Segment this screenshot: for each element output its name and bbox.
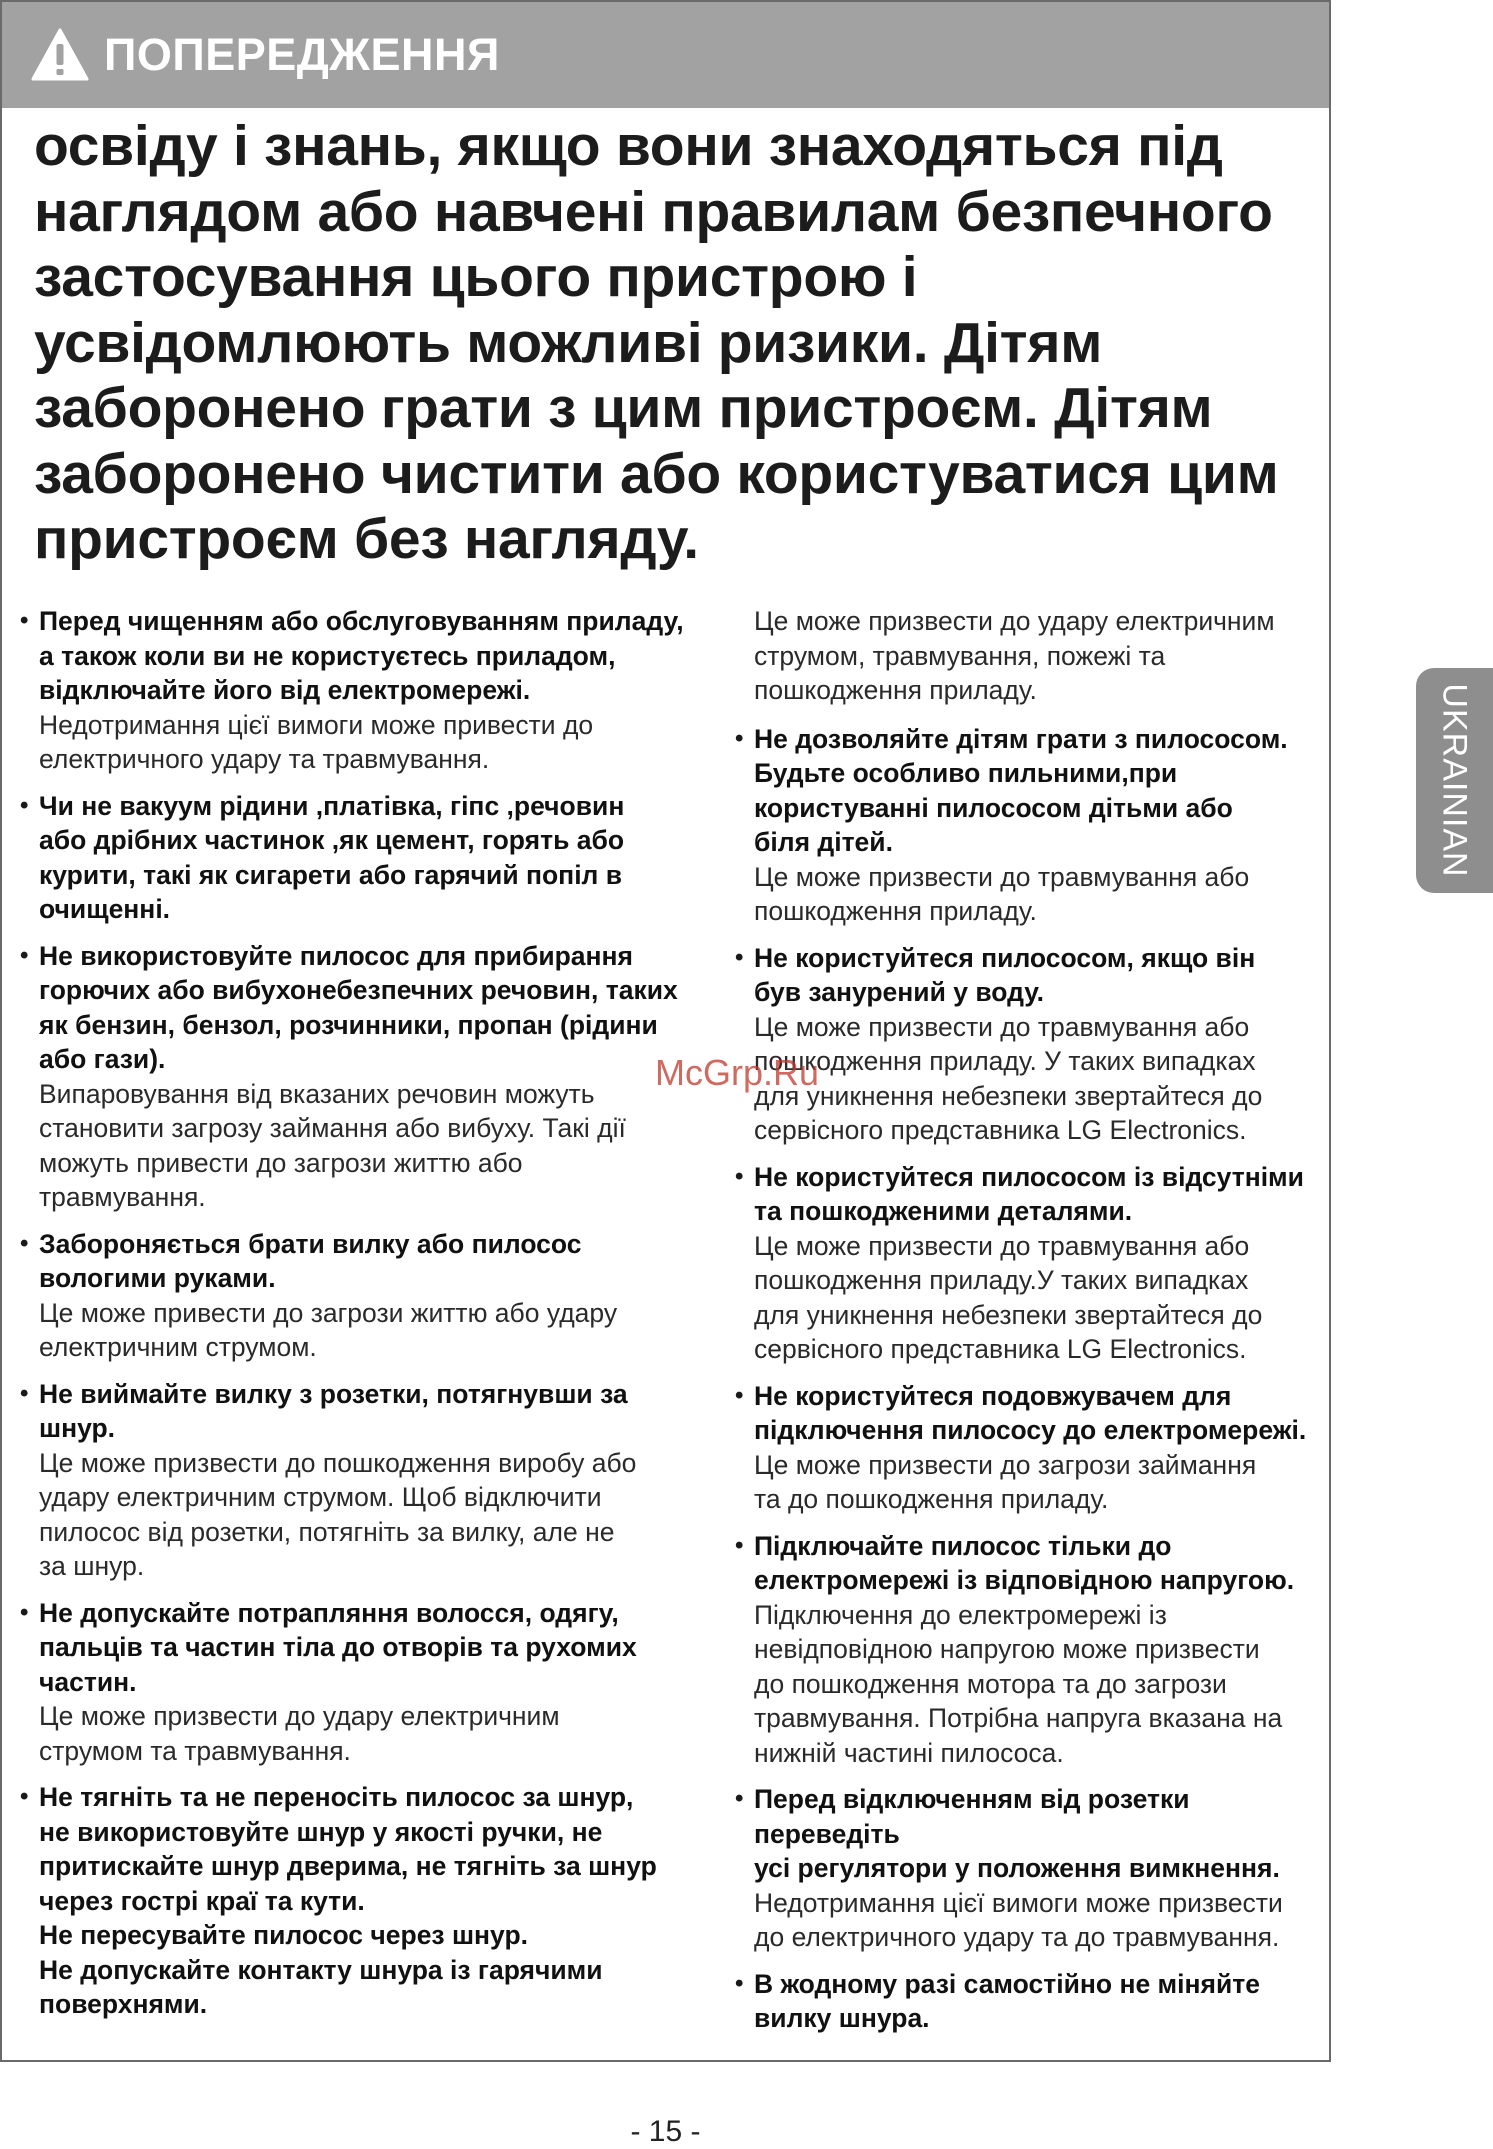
warning-heading-line: відключайте його від електромережі. — [39, 675, 531, 705]
warning-heading-line: В жодному разі самостійно не міняйте — [754, 1968, 1260, 1999]
warning-item — [735, 1782, 1325, 1955]
intro-line: застосування цього пристрою і — [34, 245, 918, 309]
warning-heading-line: поверхнями. — [39, 1989, 208, 2019]
language-tab — [1416, 668, 1493, 893]
warning-heading-line: вилку шнура. — [754, 2003, 930, 2033]
warning-item — [20, 1596, 720, 1769]
warning-detail-line: Випаровування від вказаних речовин можуть — [39, 1078, 595, 1109]
warning-detail-line: електричним струмом. — [39, 1332, 317, 1362]
warning-item — [20, 789, 720, 927]
bullet: • — [20, 1598, 29, 1626]
bullet: • — [735, 724, 744, 752]
warning-heading-line: Перед відключенням від розетки переведіть — [754, 1784, 1190, 1849]
warning-heading-line: був занурений у воду. — [754, 977, 1045, 1007]
warning-detail-line: можуть привести до загрози життю або — [39, 1147, 523, 1178]
warning-item — [20, 939, 720, 1215]
bullet: • — [735, 1162, 744, 1190]
warning-item — [735, 1967, 1325, 2036]
bullet: • — [735, 1969, 744, 1997]
intro-paragraph — [34, 114, 1324, 573]
warning-detail-line: травмування. Потрібна напруга вказана на — [754, 1703, 1283, 1733]
warning-heading-line: а також коли ви не користуєтесь приладом, — [39, 640, 616, 671]
warning-heading-line: Не тягніть та не переносіть пилосос за шнур, — [39, 1782, 634, 1812]
bullet: • — [20, 791, 29, 819]
warning-heading-line: притискайте шнур дверима, не тягніть за шнур — [39, 1851, 657, 1881]
warning-detail-line: струмом та травмування. — [39, 1735, 351, 1766]
bullet: • — [20, 1229, 29, 1257]
warning-detail-line: удару електричним струмом. Щоб відключити — [39, 1482, 602, 1512]
continued-line: струмом, травмування, пожежі та — [754, 640, 1166, 671]
watermark: McGrp.Ru — [655, 1052, 820, 1093]
warning-heading-line: через гострі краї та кути. — [39, 1885, 365, 1916]
warning-detail-line: до електричного удару та до травмування. — [754, 1922, 1280, 1952]
banner-title: ПОПЕРЕДЖЕННЯ — [104, 29, 500, 80]
warning-detail-line: до пошкодження мотора та до загрози — [754, 1668, 1227, 1699]
intro-line: усвідомлюють можливі ризики. Дітям — [34, 310, 1103, 375]
bullet: • — [735, 1531, 744, 1559]
warning-detail-line: травмування. — [39, 1182, 206, 1212]
warning-detail-line: Недотримання цієї вимоги може привести до — [39, 709, 594, 740]
warning-detail-line: за шнур. — [39, 1551, 145, 1581]
warning-item — [20, 1227, 720, 1365]
warning-heading-line: Не користуйтеся подовжувачем для — [754, 1380, 1232, 1411]
bullet: • — [735, 1785, 744, 1812]
warning-detail-line: пошкодження приладу.У таких випадках — [754, 1265, 1249, 1295]
continued-line: Це може призвести до удару електричним — [754, 606, 1275, 636]
bullet: • — [20, 607, 29, 634]
warning-heading-line: Будьте особливо пильними,при — [754, 758, 1178, 788]
warning-heading-line: електромережі із відповідною напругою. — [754, 1565, 1295, 1595]
warning-heading-line: усі регулятори у положення вимкнення. — [754, 1853, 1280, 1883]
warning-heading-line: або гази). — [39, 1044, 166, 1074]
warning-heading-line: шнур. — [39, 1413, 116, 1443]
warning-item — [20, 1780, 720, 2022]
warning-triangle-icon — [30, 27, 90, 83]
warning-detail-line: становити загрозу займання або вибуху. Такі дії — [39, 1113, 626, 1143]
warning-detail-line: сервісного представника LG Electronics. — [754, 1115, 1247, 1145]
warning-detail-line: Це може призвести до пошкодження виробу або — [39, 1447, 637, 1478]
warning-heading-line: підключення пилососу до електромережі. — [754, 1415, 1307, 1445]
bullet: • — [20, 1783, 29, 1810]
warning-heading-line: Перед чищенням або обслуговуванням приладу, — [39, 606, 684, 636]
warning-item — [735, 941, 1325, 1148]
warning-heading-line: Не користуйтеся пилососом, якщо він — [754, 942, 1256, 973]
intro-line: освіду і знань, якщо вони знаходяться під — [34, 114, 1223, 178]
warning-heading-line: біля дітей. — [754, 827, 893, 857]
intro-line: наглядом або навчені правилам безпечного — [34, 179, 1273, 244]
bullet: • — [20, 1379, 29, 1407]
warning-detail-line: для уникнення небезпеки звертайтеся до — [754, 1299, 1263, 1330]
warning-detail-line: Недотримання цієї вимоги може призвести — [754, 1887, 1283, 1918]
bullet: • — [20, 941, 29, 969]
warning-heading-line: вологими руками. — [39, 1263, 276, 1293]
left-column — [20, 604, 720, 2034]
warning-detail-line: сервісного представника LG Electronics. — [754, 1334, 1247, 1364]
warning-banner — [2, 2, 1329, 108]
warning-heading-line: частин. — [39, 1666, 137, 1697]
warning-detail-line: Це може привести до загрози життю або удару — [39, 1297, 618, 1328]
warning-heading-line: пальців та частин тіла до отворів та рухомих — [39, 1632, 637, 1662]
warning-detail-line: для уникнення небезпеки звертайтеся до — [754, 1080, 1263, 1111]
warning-detail-line: Це може призвести до травмування або — [754, 1011, 1250, 1042]
intro-line: заборонено грати з цим пристроєм. Дітям — [34, 376, 1213, 440]
warning-heading-line: Не допускайте потрапляння волосся, одягу, — [39, 1597, 619, 1628]
warning-item — [735, 1379, 1325, 1517]
warning-heading-line: Підключайте пилосос тільки до — [754, 1530, 1172, 1561]
warning-heading-line: Чи не вакуум рідини ,платівка, гіпс ,речовин — [39, 790, 625, 821]
warning-item — [20, 1377, 720, 1584]
warning-heading-line: як бензин, бензол, розчинники, пропан (рідини — [39, 1009, 658, 1040]
warning-heading-line: курити, такі як сигарети або гарячий попіл в — [39, 859, 623, 890]
warning-heading-line: Забороняється брати вилку або пилосос — [39, 1228, 582, 1259]
warning-item — [735, 722, 1325, 929]
bullet: • — [735, 943, 744, 971]
language-tab-label: UKRAINIAN — [1436, 683, 1475, 878]
warning-detail-line: та до пошкодження приладу. — [754, 1484, 1109, 1514]
warning-detail-line: Це може призвести до удару електричним — [39, 1701, 560, 1731]
warning-detail-line: пошкодження приладу. — [754, 896, 1037, 926]
continued-text — [735, 604, 1325, 708]
warning-detail-line: Це може призвести до травмування або — [754, 1230, 1250, 1261]
continued-line: пошкодження приладу. — [754, 675, 1037, 705]
warning-detail-line: пошкодження приладу. У таких випадках — [754, 1046, 1256, 1076]
warning-heading-line: горючих або вибухонебезпечних речовин, таких — [39, 975, 678, 1005]
warning-item — [735, 1160, 1325, 1367]
warning-heading-line: Не користуйтеся пилососом із відсутніми — [754, 1161, 1304, 1192]
warning-item — [735, 1529, 1325, 1771]
warning-heading-line: Не дозволяйте дітям грати з пилососом. — [754, 723, 1288, 754]
warning-detail-line: пилосос від розетки, потягніть за вилку, але не — [39, 1516, 615, 1547]
warning-item — [20, 604, 720, 777]
warning-heading-line: Не пересувайте пилосос через шнур. — [39, 1920, 528, 1950]
warning-detail-line: Це може призвести до загрози займання — [754, 1449, 1257, 1480]
warning-heading-line: Не виймайте вилку з розетки, потягнувши за — [39, 1378, 628, 1409]
warning-heading-line: Не допускайте контакту шнура із гарячими — [39, 1954, 603, 1985]
warning-detail-line: невідповідною напругою може призвести — [754, 1634, 1260, 1664]
warning-heading-line: або дрібних частинок ,як цемент, горять або — [39, 825, 625, 855]
warning-detail-line: Це може призвести до травмування або — [754, 861, 1250, 892]
warning-heading-line: Не використовуйте пилосос для прибирання — [39, 940, 634, 971]
page-number: - 15 - — [630, 2115, 701, 2148]
intro-line: заборонено чистити або користуватися цим — [34, 441, 1279, 506]
warning-detail-line: Підключення до електромережі із — [754, 1599, 1167, 1630]
bullet: • — [735, 1381, 744, 1409]
right-column — [735, 604, 1325, 2048]
warning-detail-line: нижній частині пилососа. — [754, 1737, 1064, 1768]
warning-heading-line: та пошкодженими деталями. — [754, 1196, 1133, 1226]
warning-heading-line: очищенні. — [39, 894, 171, 924]
warning-heading-line: користуванні пилососом дітьми або — [754, 792, 1233, 823]
warning-heading-line: не використовуйте шнур у якості ручки, не — [39, 1816, 603, 1847]
intro-line: пристроєм без нагляду. — [34, 507, 699, 571]
warning-detail-line: електричного удару та травмування. — [39, 744, 490, 774]
